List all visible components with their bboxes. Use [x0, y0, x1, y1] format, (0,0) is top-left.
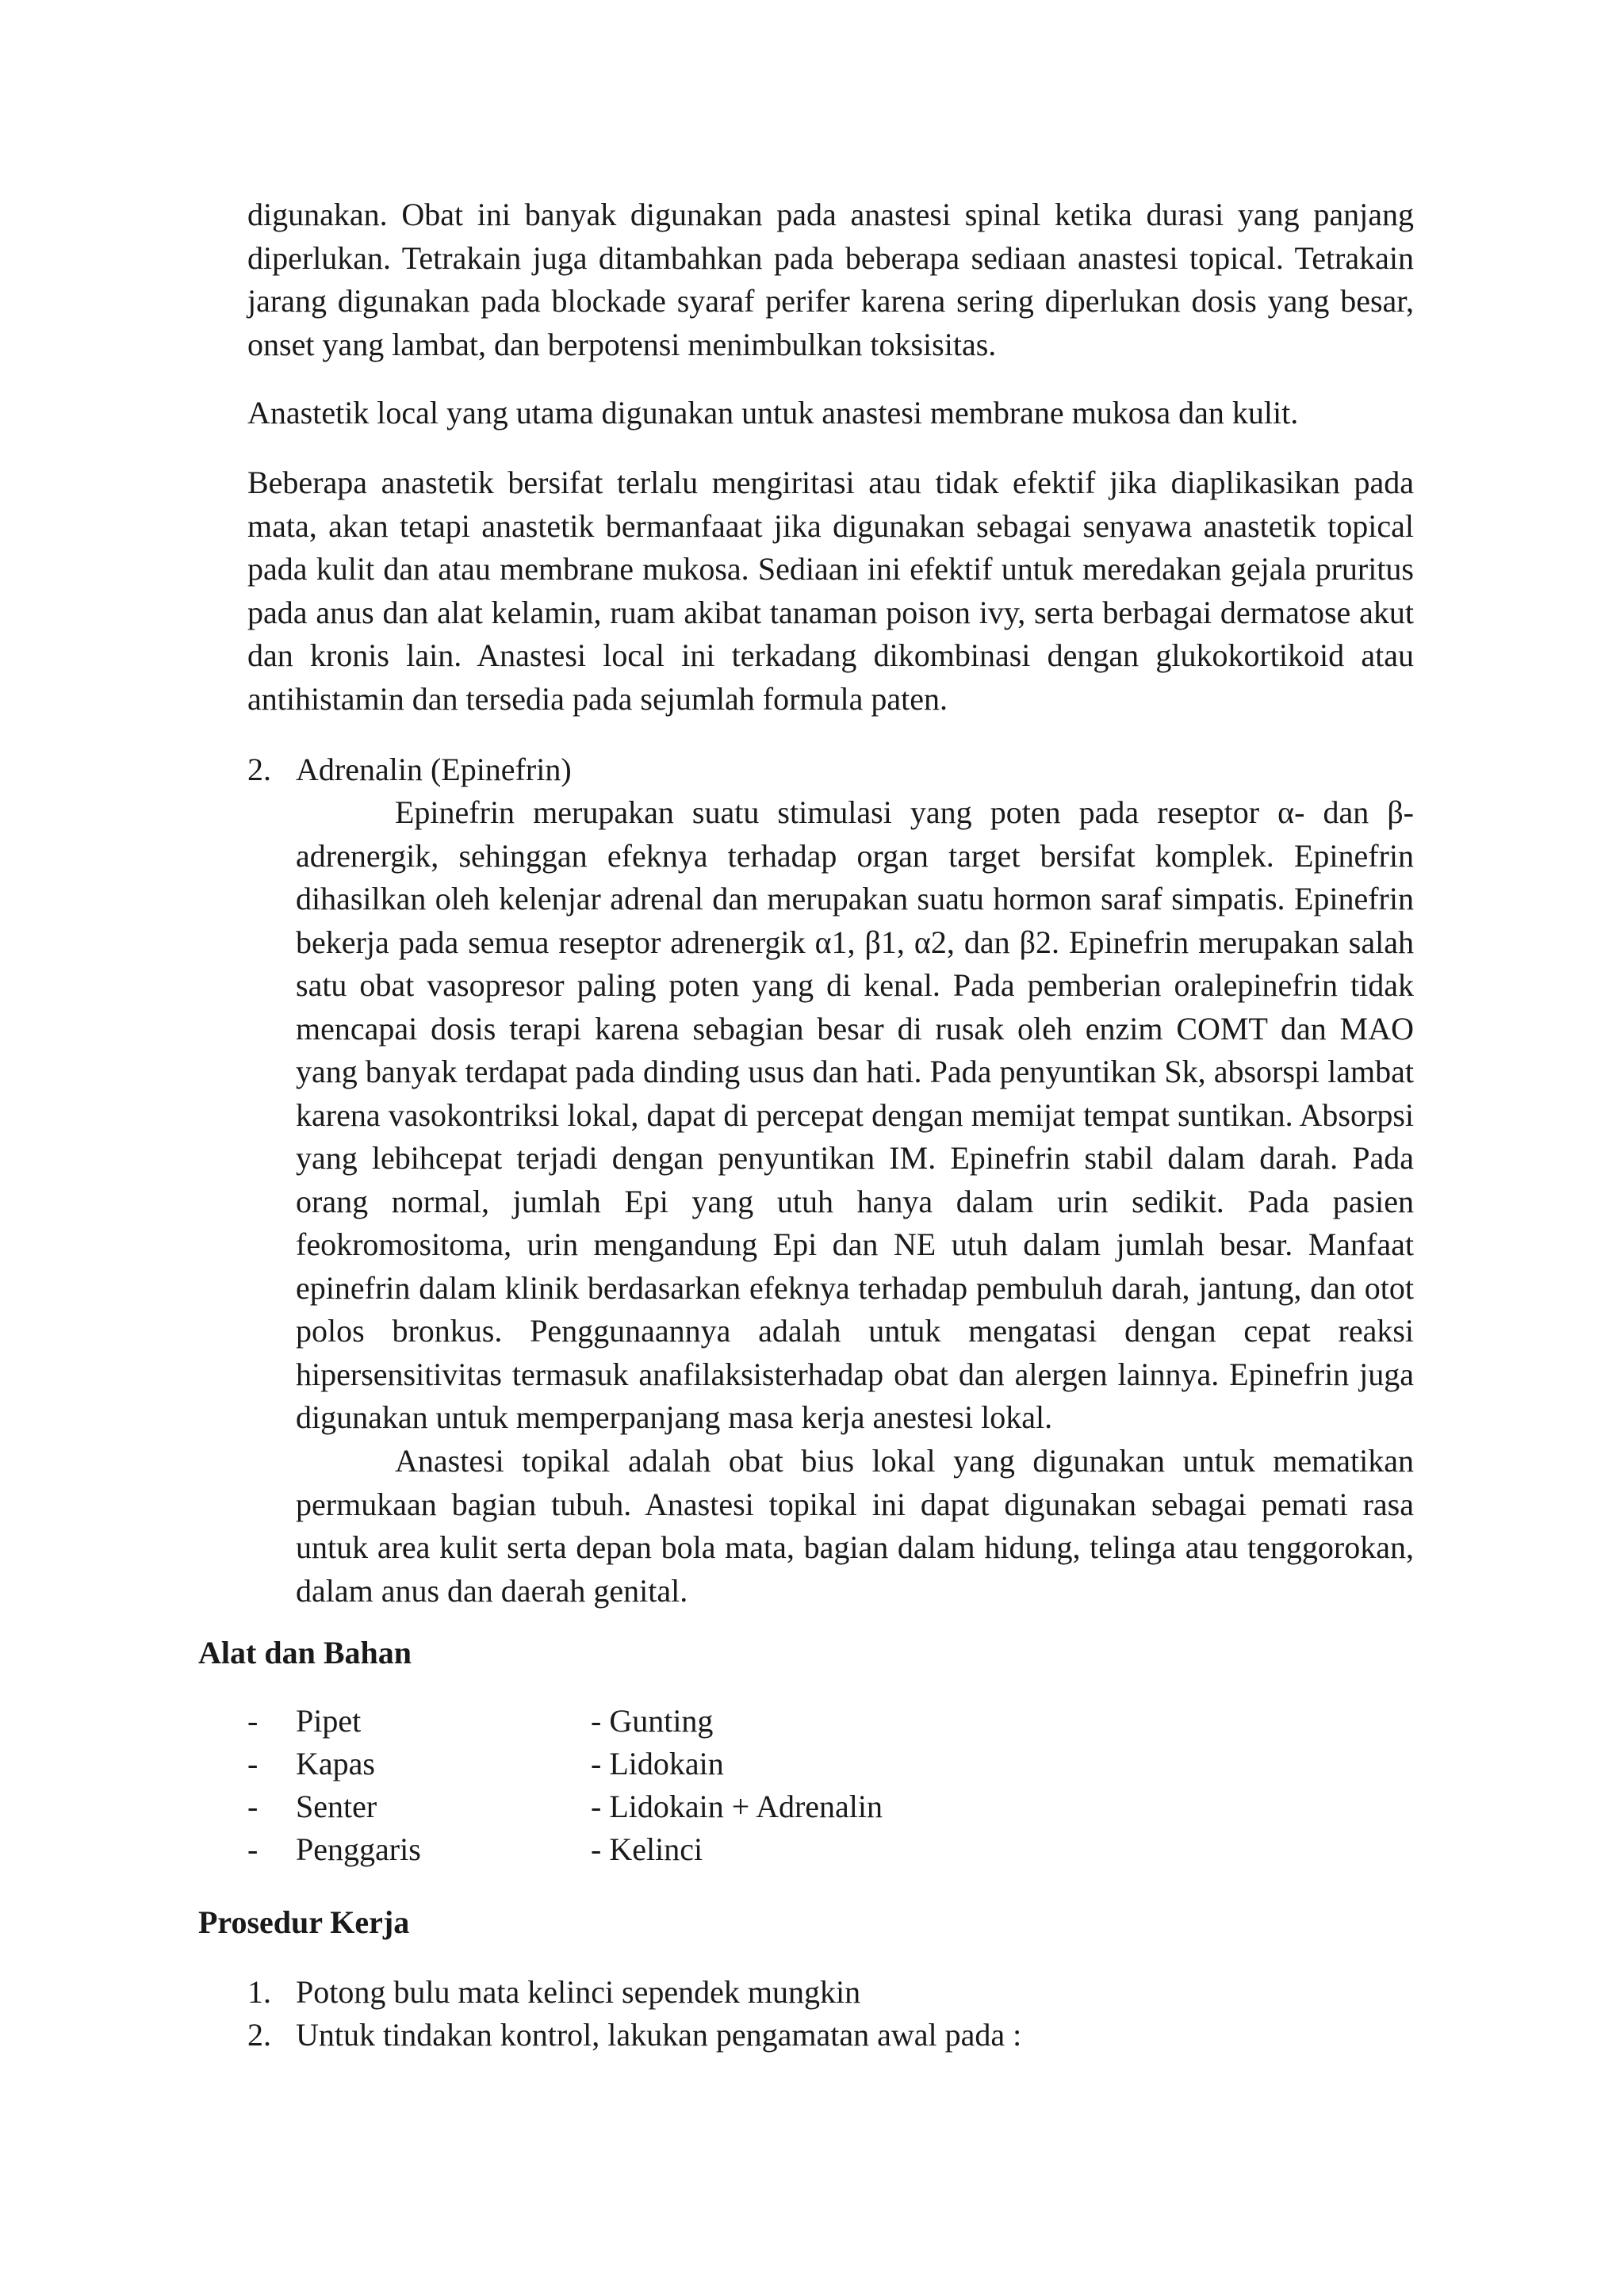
list-item — [0, 1828, 1624, 1871]
intro-paragraph-2: Anastetik local yang utama digunakan untuk anastesi membrane mukosa dan kulit. — [247, 395, 1299, 430]
adrenalin-paragraph-1: Epinefrin merupakan suatu stimulasi yang poten pada reseptor α- dan β-adrenergik, sehinggan efeknya terhadap organ target bersifat komplek. Epinefrin dihasilkan oleh kelenjar adrenal dan merupakan suatu hormon saraf simpatis. Epinefrin bekerja pada semua reseptor adrenergik α1, β1, α2, dan β2. Epinefrin merupakan salah satu obat vasopresor paling poten yang di kenal. Pada pemberian oralepinefrin tidak mencapai dosis terapi karena sebagian besar di rusak oleh enzim COMT dan MAO yang banyak terdapat pada dinding usus dan hati. Pada penyuntikan Sk, absorspi lambat karena vasokontriksi lokal, dapat di percepat dengan memijat tempat suntikan. Absorpsi yang lebihcepat terjadi dengan penyuntikan IM. Epinefrin stabil dalam darah. Pada orang normal, jumlah Epi yang utuh hanya dalam urin sedikit. Pada pasien feokromositoma, urin mengandung Epi dan NE utuh dalam jumlah besar. Manfaat epinefrin dalam klinik berdasarkan efeknya terhadap pembuluh darah, jantung, dan otot polos bronkus. Penggunaannya adalah untuk mengatasi dengan cepat reaksi hipersensitivitas termasuk anafilaksisterhadap obat dan alergen lainnya. Epinefrin juga digunakan untuk memperpanjang masa kerja anestesi lokal. — [296, 794, 1414, 1435]
material-left: Pipet — [296, 1703, 362, 1739]
heading-prosedur-kerja: Prosedur Kerja — [198, 1904, 410, 1940]
material-left: Senter — [296, 1789, 377, 1824]
bullet-dash: - — [247, 1789, 259, 1824]
adrenalin-paragraph-2: Anastesi topikal adalah obat bius lokal yang digunakan untuk mematikan permukaan bagian tubuh. Anastesi topikal ini dapat digunakan sebagai pemati rasa untuk area kulit serta depan bola mata, bagian dalam hidung, telinga atau tenggorokan, dalam anus dan daerah genital. — [296, 1443, 1414, 1609]
material-left: Kapas — [296, 1746, 375, 1781]
material-right: - Lidokain + Adrenalin — [591, 1789, 883, 1824]
step-text: Untuk tindakan kontrol, lakukan pengamatan awal pada : — [296, 2017, 1022, 2053]
bullet-dash: - — [247, 1831, 259, 1867]
bullet-dash: - — [247, 1746, 259, 1781]
material-right: - Kelinci — [591, 1831, 703, 1867]
list-item — [0, 1971, 1624, 2014]
list-item — [0, 1785, 1624, 1828]
material-left: Penggaris — [296, 1831, 421, 1867]
step-text: Potong bulu mata kelinci sependek mungkin — [296, 1974, 861, 2010]
section-number-2: 2. — [247, 752, 271, 787]
material-right: - Gunting — [591, 1703, 714, 1739]
step-number: 2. — [247, 2017, 271, 2053]
bullet-dash: - — [247, 1703, 259, 1739]
section-title-adrenalin: Adrenalin (Epinefrin) — [296, 752, 572, 787]
list-item — [0, 1700, 1624, 1743]
heading-alat-dan-bahan: Alat dan Bahan — [198, 1635, 412, 1670]
material-right: - Lidokain — [591, 1746, 724, 1781]
step-number: 1. — [247, 1974, 271, 2010]
intro-paragraph-3: Beberapa anastetik bersifat terlalu mengiritasi atau tidak efektif jika diaplikasikan pada mata, akan tetapi anastetik bermanfaaat jika digunakan sebagai senyawa anastetik topical pada kulit dan atau membrane mukosa. Sediaan ini efektif untuk meredakan gejala pruritus pada anus dan alat kelamin, ruam akibat tanaman poison ivy, serta berbagai dermatose akut dan kronis lain. Anastesi local ini terkadang dikombinasi dengan glukokortikoid atau antihistamin dan tersedia pada sejumlah formula paten. — [247, 465, 1414, 717]
list-item — [0, 2014, 1624, 2057]
intro-paragraph-1: digunakan. Obat ini banyak digunakan pada anastesi spinal ketika durasi yang panjang diperlukan. Tetrakain juga ditambahkan pada beberapa sediaan anastesi topical. Tetrakain jarang digunakan pada blockade syaraf perifer karena sering diperlukan dosis yang besar, onset yang lambat, dan berpotensi menimbulkan toksisitas. — [247, 197, 1414, 362]
list-item — [0, 1743, 1624, 1785]
